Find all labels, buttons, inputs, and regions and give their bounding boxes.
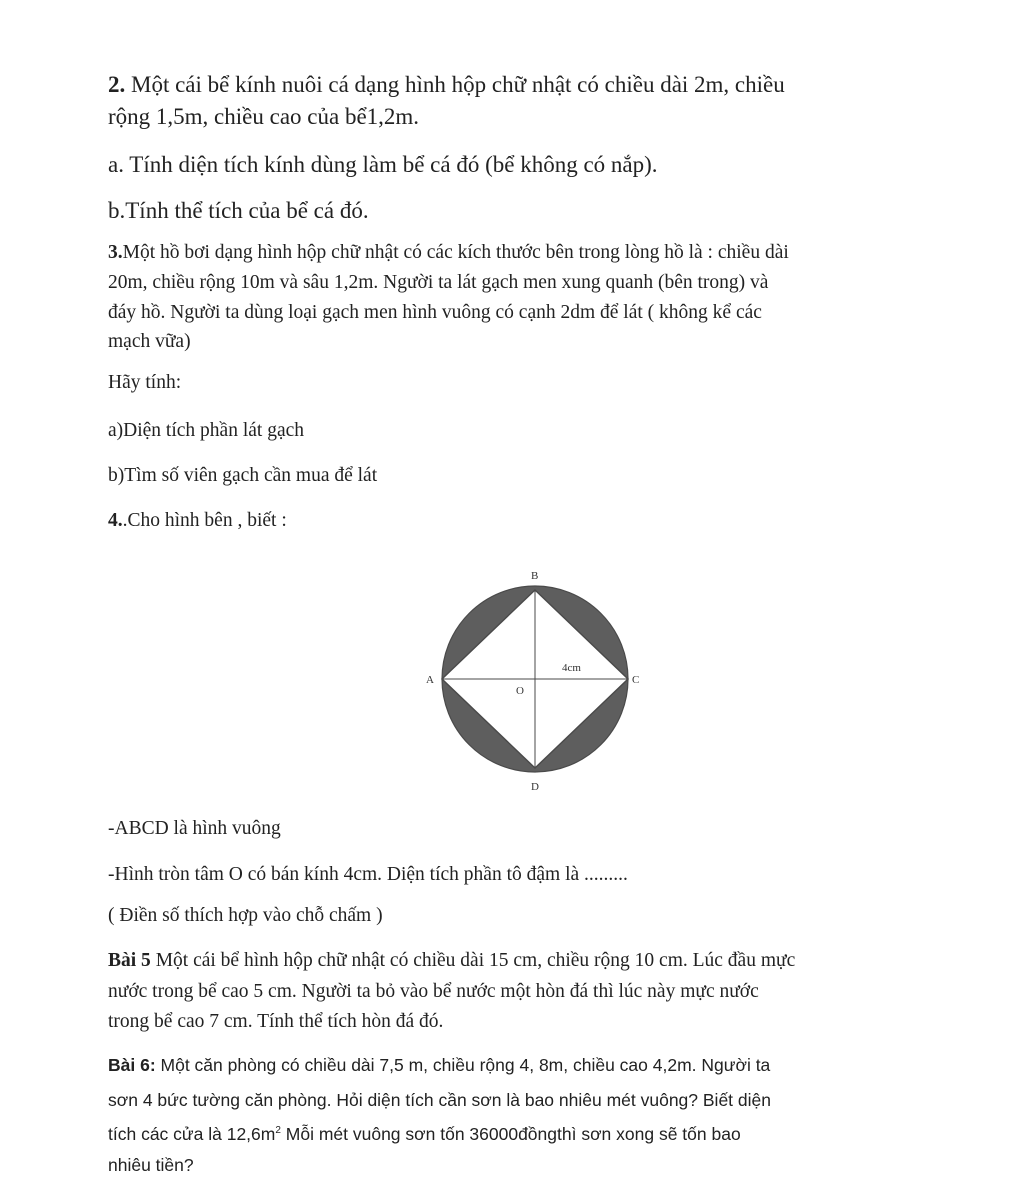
problem-3-line-1 — [108, 242, 789, 264]
vertex-label-a: A — [426, 674, 434, 686]
problem-3-number: 3. — [108, 242, 123, 263]
problem-3-part-b: b)Tìm số viên gạch cần mua để lát — [108, 465, 378, 486]
problem-2-number: 2. — [108, 72, 126, 97]
problem-2-line-1 — [108, 72, 785, 98]
center-label-o: O — [516, 685, 524, 697]
problem-3-line-2: 20m, chiều rộng 10m và sâu 1,2m. Người ta lát gạch men xung quanh (bên trong) và — [108, 272, 769, 293]
problem-3-part-a: a)Diện tích phần lát gạch — [108, 420, 304, 441]
problem-3-text: Một hồ bơi dạng hình hộp chữ nhật có các kích thước bên trong lòng hồ là : chiều dài — [122, 242, 789, 263]
problem-6-text: Một căn phòng có chiều dài 7,5 m, chiều rộng 4, 8m, chiều cao 4,2m. Người ta — [155, 1055, 771, 1075]
problem-4-number: 4. — [108, 510, 123, 531]
problem-2-part-b: b.Tính thể tích của bể cá đó. — [108, 198, 369, 223]
problem-6-label: Bài 6: — [108, 1055, 156, 1075]
problem-5-text: Một cái bể hình hộp chữ nhật có chiều dài 15 cm, chiều rộng 10 cm. Lúc đầu mực — [150, 950, 796, 971]
vertex-label-b: B — [531, 570, 539, 582]
problem-3-line-3: đáy hồ. Người ta dùng loại gạch men hình vuông có cạnh 2dm để lát ( không kể các — [108, 302, 762, 323]
problem-2-text: Một cái bể kính nuôi cá dạng hình hộp chữ nhật có chiều dài 2m, chiều — [125, 72, 785, 97]
problem-2-line-2: rộng 1,5m, chiều cao của bể1,2m. — [108, 104, 420, 129]
problem-3-prompt: Hãy tính: — [108, 372, 182, 393]
problem-6-line-3 — [108, 1124, 741, 1145]
problem-6-line-2: sơn 4 bức tường căn phòng. Hỏi diện tích cần sơn là bao nhiêu mét vuông? Biết diện — [108, 1090, 771, 1110]
vertex-label-c: C — [632, 674, 640, 686]
problem-5-label: Bài 5 — [108, 950, 151, 971]
vertex-label-d: D — [531, 781, 539, 793]
problem-5-line-3: trong bể cao 7 cm. Tính thể tích hòn đá đó. — [108, 1011, 444, 1032]
problem-5-line-1 — [108, 950, 795, 972]
problem-4-intro — [108, 510, 287, 532]
problem-6-line-3-start: tích các cửa là 12,6m — [108, 1124, 276, 1144]
circle-square-figure — [410, 560, 660, 805]
problem-4-note: ( Điền số thích hợp vào chỗ chấm ) — [108, 905, 383, 926]
problem-4-fact-1: -ABCD là hình vuông — [108, 818, 281, 839]
problem-3-line-4: mạch vữa) — [108, 331, 191, 352]
problem-6-line-4: nhiêu tiền? — [108, 1155, 194, 1175]
problem-5-line-2: nước trong bể cao 5 cm. Người ta bỏ vào bể nước một hòn đá thì lúc này mực nước — [108, 981, 759, 1002]
radius-label: 4cm — [562, 662, 581, 674]
problem-4-intro-text: .Cho hình bên , biết : — [122, 510, 287, 531]
unit-superscript: 2 — [275, 1125, 281, 1137]
problem-4-fact-2: -Hình tròn tâm O có bán kính 4cm. Diện tích phần tô đậm là ......... — [108, 864, 628, 885]
problem-6-line-3-end: Mỗi mét vuông sơn tốn 36000đồngthì sơn xong sẽ tốn bao — [280, 1124, 741, 1144]
problem-6-line-1 — [108, 1055, 770, 1076]
problem-2-part-a: a. Tính diện tích kính dùng làm bể cá đó (bể không có nắp). — [108, 152, 658, 177]
